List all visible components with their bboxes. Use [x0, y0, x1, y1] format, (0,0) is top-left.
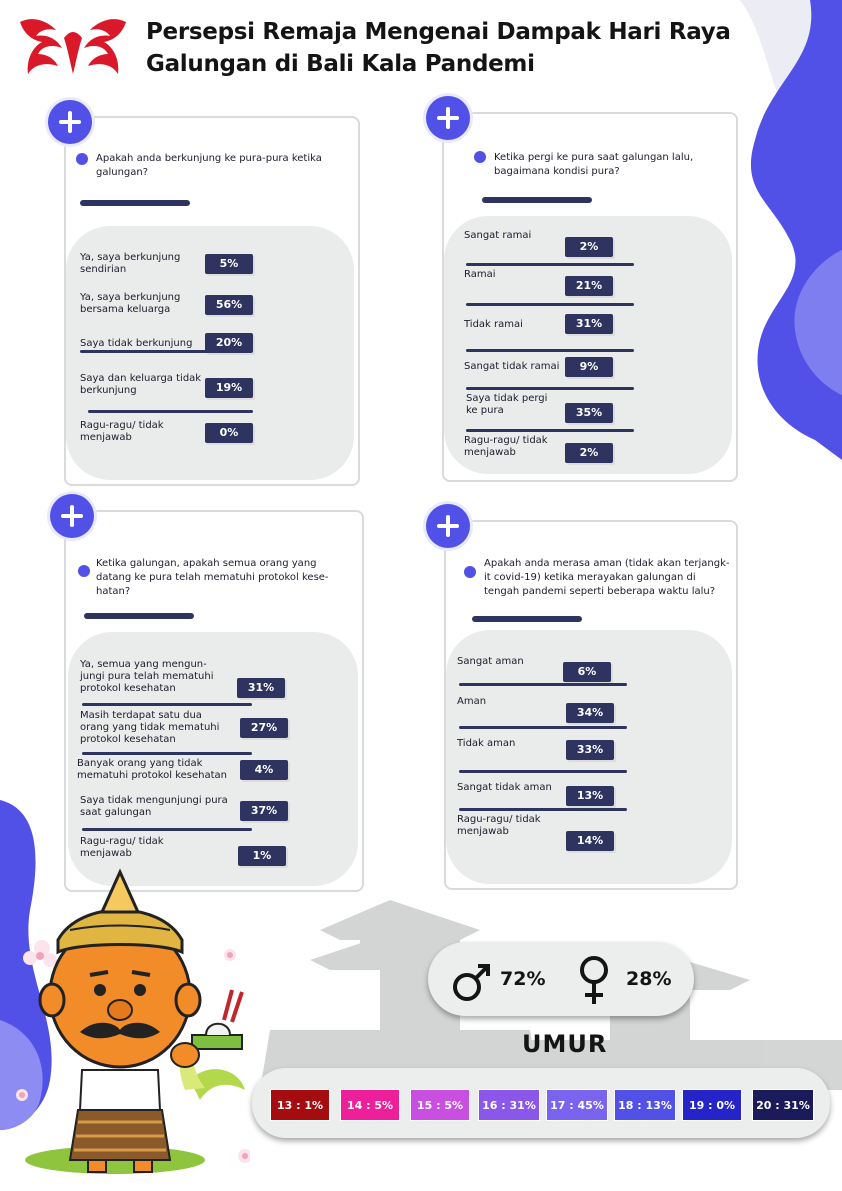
option-separator	[459, 683, 627, 686]
option-label: Saya tidak mengunjungi pura saat galungan	[80, 795, 228, 818]
option-separator	[82, 703, 252, 706]
option-label: Saya tidak berkunjung	[80, 338, 193, 349]
option-label: Ragu-ragu/ tidak menjawab	[80, 836, 164, 859]
age-chip: 16 : 31%	[478, 1089, 540, 1121]
option-separator	[466, 349, 634, 352]
question-underline	[482, 197, 592, 203]
female-percent: 28%	[626, 968, 672, 990]
question-underline	[84, 613, 194, 619]
option-percent: 21%	[565, 276, 613, 296]
option-separator	[82, 828, 252, 831]
option-label: Sangat ramai	[464, 230, 532, 241]
option-label: Ya, semua yang mengun-jungi pura telah mematuhi protokol kesehatan	[80, 659, 214, 694]
age-chip: 20 : 31%	[752, 1089, 814, 1121]
option-percent: 19%	[205, 378, 253, 398]
option-separator	[88, 410, 253, 413]
option-label: Banyak orang yang tidak mematuhi protokol kesehatan	[77, 758, 228, 781]
option-label: Ramai	[464, 269, 496, 280]
age-chip: 18 : 13%	[614, 1089, 676, 1121]
option-percent: 27%	[240, 718, 288, 738]
option-percent: 14%	[566, 831, 614, 851]
question-text: Apakah anda berkunjung ke pura-pura ketika galungan?	[96, 153, 322, 178]
option-separator	[466, 263, 634, 266]
option-label: Tidak aman	[457, 738, 516, 749]
question-text: Apakah anda merasa aman (tidak akan terjangk-it covid-19) ketika merayakan galungan di tengah pandemi seperti beberapa waktu lalu?	[484, 558, 730, 597]
female-symbol-icon	[576, 954, 612, 1006]
page-title-line1: Persepsi Remaja Mengenai Dampak Hari Raya	[146, 19, 731, 45]
option-percent: 6%	[563, 662, 611, 682]
age-chip: 15 : 5%	[410, 1089, 470, 1121]
age-chip: 13 : 1%	[270, 1089, 330, 1121]
gender-summary	[428, 942, 694, 1016]
option-percent: 4%	[240, 760, 288, 780]
age-distribution-bar	[252, 1068, 830, 1138]
mascot-illustration	[10, 860, 250, 1180]
option-label: Tidak ramai	[464, 319, 523, 330]
option-label: Sangat tidak ramai	[464, 361, 560, 372]
option-label: Sangat aman	[457, 656, 524, 667]
option-percent: 56%	[205, 295, 253, 315]
frangipani-flower-icon	[23, 940, 57, 967]
question-underline	[472, 616, 582, 622]
option-percent: 2%	[565, 237, 613, 257]
option-label: Saya tidak pergi ke pura	[466, 393, 548, 416]
option-separator	[466, 429, 634, 432]
option-percent: 35%	[565, 403, 613, 423]
option-percent: 9%	[565, 357, 613, 377]
question-text: Ketika pergi ke pura saat galungan lalu, bagaimana kondisi pura?	[494, 152, 694, 177]
option-label: Ragu-ragu/ tidak menjawab	[457, 814, 541, 837]
option-percent: 31%	[237, 678, 285, 698]
question-text: Ketika galungan, apakah semua orang yang datang ke pura telah mematuhi protokol kese-hatan?	[96, 558, 329, 597]
page-title	[146, 16, 796, 80]
male-percent: 72%	[500, 968, 546, 990]
option-percent: 20%	[205, 333, 253, 353]
question-bullet-icon	[474, 151, 486, 163]
option-label: Ya, saya berkunjung sendirian	[80, 252, 181, 275]
option-percent: 0%	[205, 423, 253, 443]
expand-plus-icon[interactable]	[50, 494, 94, 538]
option-separator	[466, 387, 634, 390]
logo-icon	[12, 10, 134, 82]
option-percent: 2%	[565, 443, 613, 463]
option-separator	[466, 303, 634, 306]
question-bullet-icon	[464, 566, 476, 578]
male-symbol-icon	[450, 960, 494, 1004]
age-section-title: UMUR	[522, 1030, 608, 1058]
page-title-line2: Galungan di Bali Kala Pandemi	[146, 51, 535, 77]
option-separator	[82, 752, 252, 755]
option-label: Sangat tidak aman	[457, 782, 552, 793]
option-percent: 33%	[566, 740, 614, 760]
option-label: Masih terdapat satu dua orang yang tidak mematuhi protokol kesehatan	[80, 710, 220, 745]
option-separator	[80, 350, 245, 353]
question-bullet-icon	[78, 565, 90, 577]
option-label: Ya, saya berkunjung bersama keluarga	[80, 292, 181, 315]
option-label: Aman	[457, 696, 487, 707]
age-chip: 19 : 0%	[682, 1089, 742, 1121]
option-percent: 37%	[240, 801, 288, 821]
option-separator	[459, 726, 627, 729]
option-label: Saya dan keluarga tidak berkunjung	[80, 373, 202, 396]
option-separator	[459, 770, 627, 773]
option-label: Ragu-ragu/ tidak menjawab	[80, 420, 164, 443]
expand-plus-icon[interactable]	[426, 504, 470, 548]
option-percent: 31%	[565, 314, 613, 334]
option-separator	[459, 808, 627, 811]
option-percent: 34%	[566, 703, 614, 723]
question-underline	[80, 200, 190, 206]
age-chip: 14 : 5%	[340, 1089, 400, 1121]
expand-plus-icon[interactable]	[426, 96, 470, 140]
expand-plus-icon[interactable]	[48, 100, 92, 144]
option-percent: 5%	[205, 254, 253, 274]
option-percent: 1%	[238, 846, 286, 866]
option-label: Ragu-ragu/ tidak menjawab	[464, 435, 548, 458]
age-chip: 17 : 45%	[546, 1089, 608, 1121]
question-bullet-icon	[76, 153, 88, 165]
option-percent: 13%	[566, 786, 614, 806]
